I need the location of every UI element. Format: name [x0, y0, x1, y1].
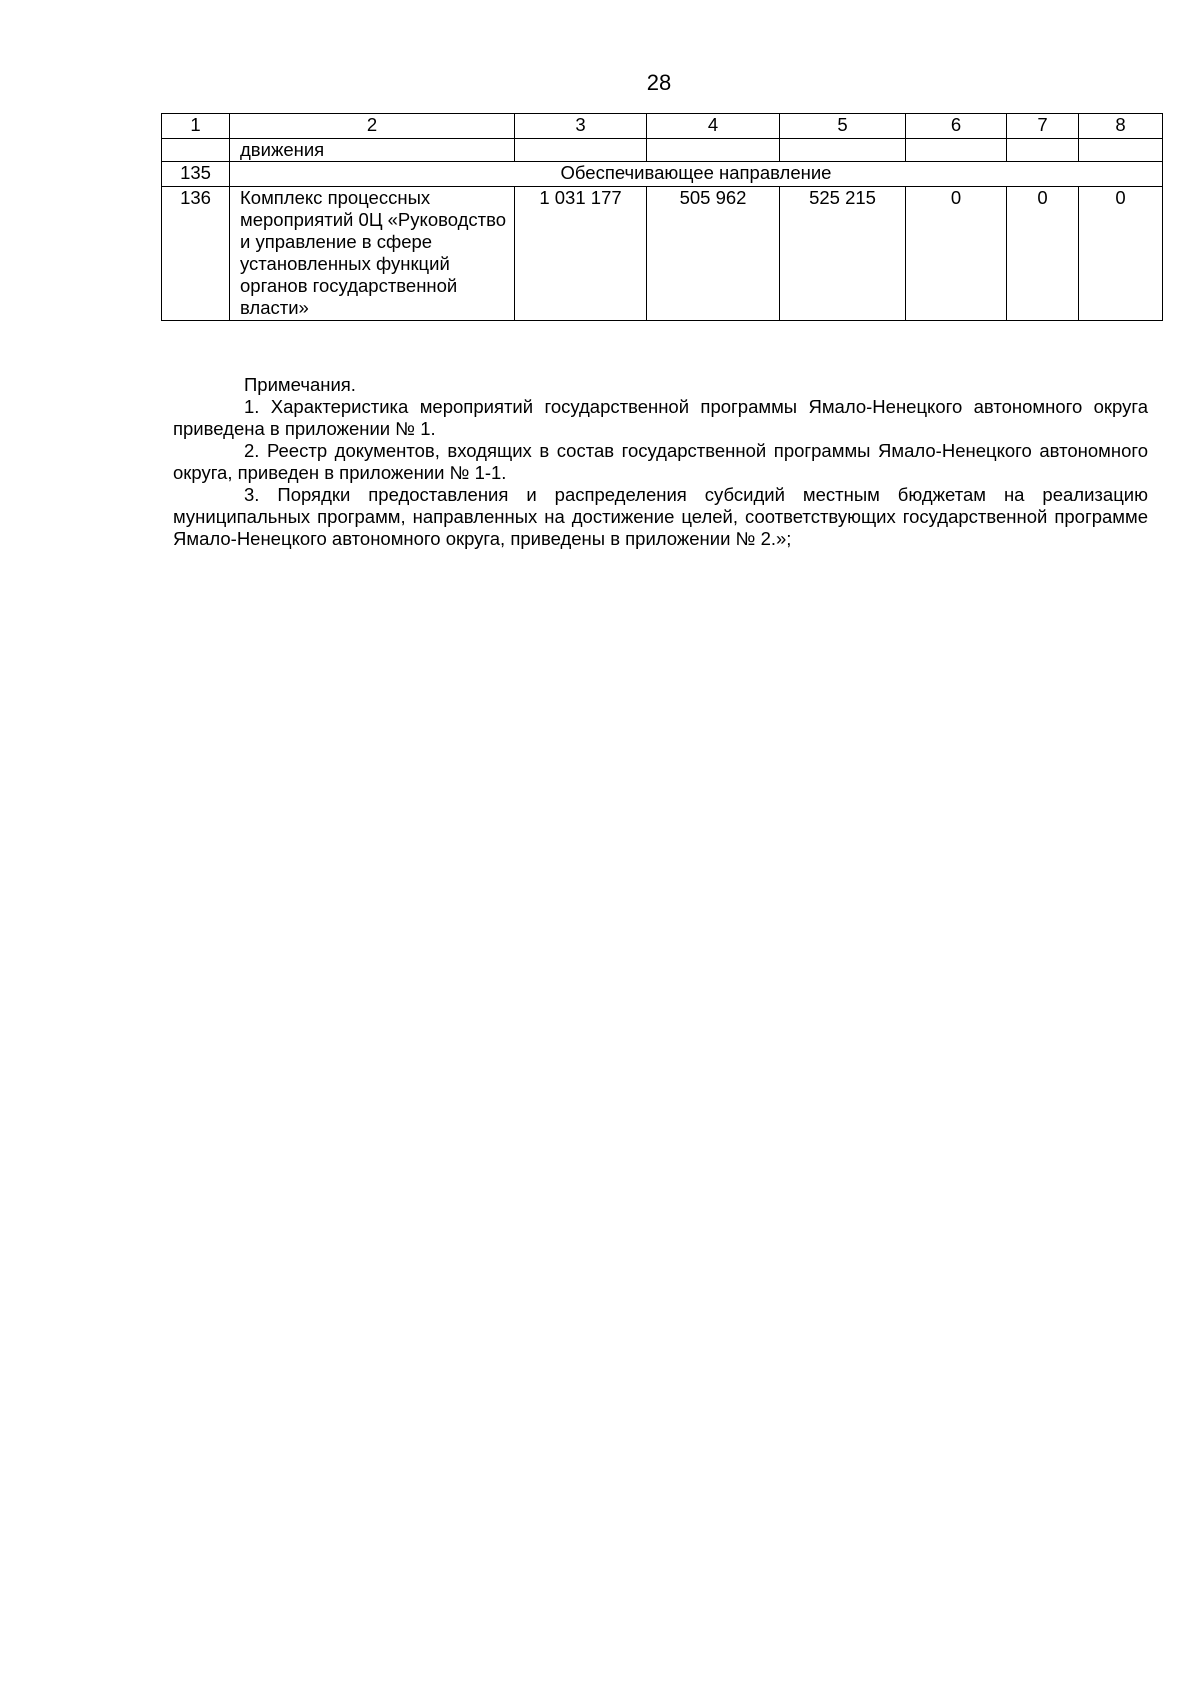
row-number-cell: 136 — [162, 187, 230, 321]
notes-heading: Примечания. — [244, 374, 356, 395]
table-cell — [1007, 139, 1079, 162]
note-item: 2. Реестр документов, входящих в состав государственной программы Ямало-Ненецкого автономного округа, приведен в приложении № 1-1. — [173, 440, 1148, 483]
column-header: 8 — [1079, 114, 1163, 139]
row-number-cell: 135 — [162, 162, 230, 187]
value-cell-total: 1 031 177 — [515, 187, 647, 321]
value-cell-4: 505 962 — [647, 187, 780, 321]
value-cell-8: 0 — [1079, 187, 1163, 321]
column-header: 6 — [906, 114, 1007, 139]
row-name-cell: движения — [230, 139, 515, 162]
row-number-cell — [162, 139, 230, 162]
table-cell — [1079, 139, 1163, 162]
value-cell-5: 525 215 — [780, 187, 906, 321]
table-header-row — [162, 114, 1163, 139]
section-title-cell: Обеспечивающее направление — [230, 162, 1163, 187]
note-item: 1. Характеристика мероприятий государственной программы Ямало-Ненецкого автономного округа приведена в приложении № 1. — [173, 396, 1148, 439]
notes-section — [173, 374, 1148, 550]
column-header: 3 — [515, 114, 647, 139]
table-row-continuation — [162, 139, 1163, 162]
row-name-cell: Комплекс процессных мероприятий 0Ц «Руководство и управление в сфере установленных функций органов государственной власти» — [230, 187, 515, 321]
table-cell — [906, 139, 1007, 162]
column-header: 4 — [647, 114, 780, 139]
value-cell-6: 0 — [906, 187, 1007, 321]
table-cell — [780, 139, 906, 162]
note-item: 3. Порядки предоставления и распределения субсидий местным бюджетам на реализацию муниципальных программ, направленных на достижение целей, соответствующих государственной программе Ямало-Ненецкого автономного округа, приведены в приложении № 2.»; — [173, 484, 1148, 549]
table-section-row — [162, 162, 1163, 187]
column-header: 1 — [162, 114, 230, 139]
table-cell — [515, 139, 647, 162]
column-header: 7 — [1007, 114, 1079, 139]
value-cell-7: 0 — [1007, 187, 1079, 321]
program-table — [161, 113, 1163, 321]
column-header: 2 — [230, 114, 515, 139]
table-cell — [647, 139, 780, 162]
column-header: 5 — [780, 114, 906, 139]
page-number: 28 — [646, 70, 672, 95]
table-row — [162, 187, 1163, 321]
